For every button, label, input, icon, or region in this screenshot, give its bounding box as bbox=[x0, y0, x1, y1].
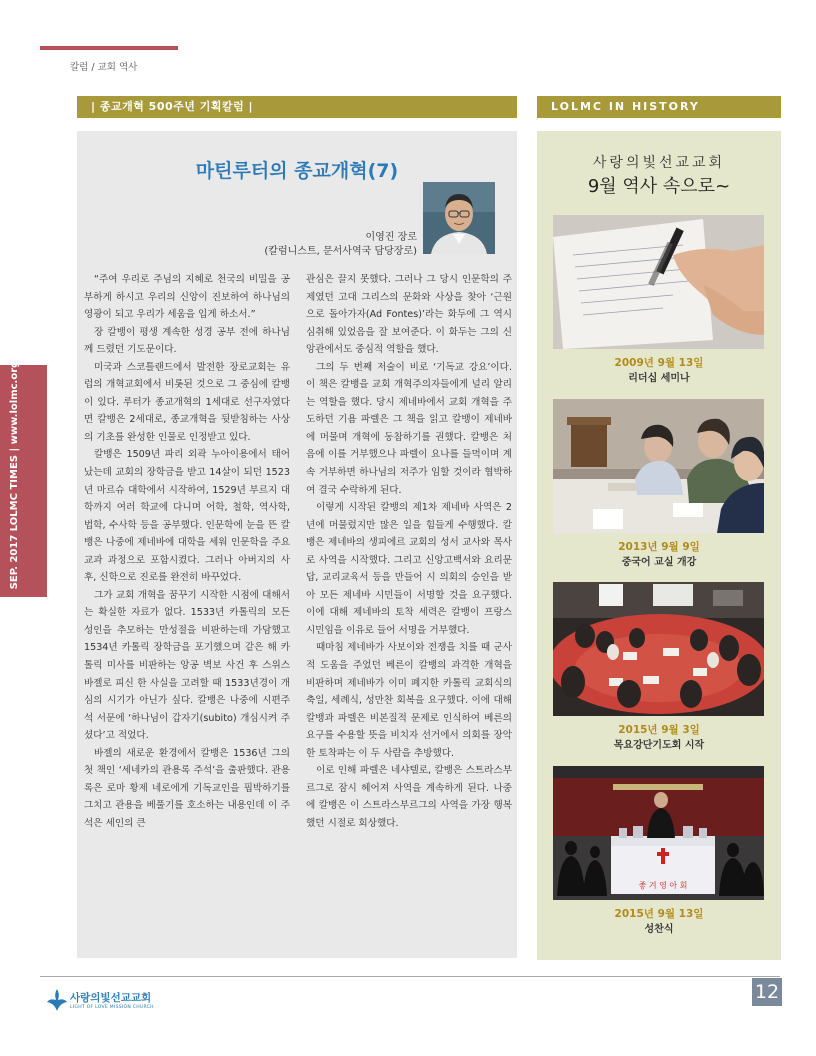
church-logo-icon bbox=[46, 988, 68, 1012]
history-church-name: 사랑의빛선교교회 bbox=[592, 155, 726, 171]
section-label: 칼럼 / 교회 역사 bbox=[70, 62, 138, 73]
history-date: 2013년 9월 9일 bbox=[618, 541, 700, 553]
column-series-banner: | 종교개혁 500주년 기획칼럼 | bbox=[77, 96, 517, 118]
paragraph: “주여 우리로 주님의 지혜로 천국의 비밀을 공부하게 하시고 우리의 신앙이 진보하여 하나님의 영광이 되고 우리가 세움을 입게 하소서.” bbox=[84, 274, 290, 321]
history-photo-communion bbox=[553, 766, 764, 900]
article-title: 마틴루터의 종교개혁(7) bbox=[195, 160, 399, 182]
paragraph: 바젤의 새로운 환경에서 칼뱅은 1536년 그의 첫 책인 ‘세네카의 관용록 주석’을 출판했다. 관용록은 로마 황제 네로에게 기독교인을 핍박하기를 그치고 관용을 베풀기를 호소하는 내용인데 이 주석은 세인의 큰 bbox=[84, 747, 290, 829]
history-banner: LOLMC IN HISTORY bbox=[537, 96, 781, 118]
history-date: 2009년 9월 13일 bbox=[614, 357, 704, 369]
article-column-1 bbox=[84, 271, 290, 833]
paragraph: 이로 인해 파렐은 네샤텔로, 칼뱅은 스트라스부르그로 잠시 헤어져 사역을 계속하게 된다. 나중에 칼뱅은 이 스트라스부르그의 사역을 가장 행복했던 시절로 회상했다. bbox=[306, 765, 512, 829]
author-name: 이영진 장로 bbox=[365, 232, 417, 243]
page-number: 12 bbox=[752, 978, 782, 1006]
communion-table-sign: 좋 겨 영 아 회 bbox=[638, 881, 688, 890]
history-caption: 리더십 세미나 bbox=[628, 373, 690, 384]
history-caption: 성찬식 bbox=[644, 924, 674, 935]
church-logo-subtitle: LIGHT OF LOVE MISSION CHURCH bbox=[70, 1005, 154, 1010]
paragraph: 그가 교회 개혁을 꿈꾸기 시작한 시점에 대해서는 확실한 자료가 없다. 1533년 카톨릭의 모든 성인을 추모하는 만성절을 비판하는데 가담했고 1534년 카톨릭 장학금을 포기했으며 같은 해 카톨릭 미사를 비판하는 앙공 벽보 사건 후 스위스 바젤로 피신 한 사실을 고려할 때 1533년경이 개심의 시기가 아닌가 싶다. 칼뱅은 나중에 시편주석 서문에 ‘하나님이 갑자기(subito) 개심시켜 주셨다’고 적었다. bbox=[84, 589, 290, 742]
history-caption: 목요강단기도회 시작 bbox=[613, 740, 705, 751]
history-date: 2015년 9월 13일 bbox=[614, 908, 704, 920]
paragraph: 그의 두 번째 저술이 비로 ‘기독교 강요’이다. 이 책은 칼뱅을 교회 개혁주의자들에게 널리 알리는 역할을 했다. 당시 제네바에서 교회 개혁을 주도하던 기욤 파렐은 그 책을 읽고 칼뱅이 제네바에 머물며 개혁에 동참하기를 권했다. 칼뱅은 처음에 이를 거부했으나 파렐이 요나를 들먹이며 계속 거부하면 하나님의 저주가 임할 것이라 협박하여 결국 수락하게 된다. bbox=[306, 361, 512, 496]
author-photo bbox=[423, 182, 495, 254]
side-issue-text: SEP. 2017 LOLMC TIMES | www.lolmc.org bbox=[9, 360, 20, 590]
top-accent-rule bbox=[40, 46, 178, 50]
paragraph: 이렇게 시작된 칼뱅의 제1차 제네바 사역은 2년에 머물렀지만 많은 일을 힘들게 수행했다. 칼뱅은 제네바의 생피에르 교회의 성서 교사와 목사로 사역을 시작했다. 그리고 신앙고백서와 요리문답, 교리교육서 등을 만들어 시 의회의 승인을 받아 모든 제네바 시민들이 서명할 것을 요구했다. 이에 대해 제네바의 토착 세력은 칼뱅이 프랑스 시민임을 이유로 들어 서명을 거부했다. bbox=[306, 502, 512, 636]
history-photo-chinese-class bbox=[553, 399, 764, 533]
paragraph: 관심은 끌지 못했다. 그러나 그 당시 인문학의 주제였던 고대 그리스의 문화와 사상을 찾아 ‘근원으로 돌아가자(Ad Fontes)’라는 화두에 그 역시 심취해 있었음을 잘 보여준다. 이 화두는 그의 신앙관에서도 중심적 역할을 했다. bbox=[306, 274, 512, 356]
footer-rule bbox=[40, 976, 780, 977]
history-date: 2015년 9월 3일 bbox=[618, 724, 700, 736]
paragraph: 때마침 제네바가 사보이와 전쟁을 치를 때 군사적 도움을 주었던 베른이 칼뱅의 과격한 개혁을 비판하며 제네바가 이미 폐지한 카톨릭 교회식의 축일, 세례식, 성만찬 회복을 요구했다. 이에 대해 칼뱅과 파렐은 비본질적 문제로 인식하여 베른의 요구를 수용할 뜻을 비치자 선거에서 의회를 장악한 토착파는 이 두 사람을 추방했다. bbox=[306, 642, 512, 759]
author-role: (칼럼니스트, 문서사역국 담당장로) bbox=[264, 246, 417, 257]
paragraph: 미국과 스코틀랜드에서 발전한 장로교회는 유럽의 개혁교회에서 비롯된 것으로 그 중심에 칼뱅이 있다. 루터가 종교개혁의 1세대로 선구자였다면 칼뱅은 2세대로, 종교개혁을 뒷받침하는 사상의 기초를 완성한 인물로 인정받고 있다. bbox=[84, 361, 290, 443]
article-column-2 bbox=[306, 271, 512, 833]
history-caption: 중국어 교실 개강 bbox=[621, 557, 697, 568]
history-heading: 9월 역사 속으로~ bbox=[587, 176, 731, 197]
paragraph: 장 칼뱅이 평생 계속한 성경 공부 전에 하나님께 드렸던 기도문이다. bbox=[84, 326, 290, 356]
history-photo-leadership-seminar bbox=[553, 215, 764, 349]
history-photo-thursday-prayer bbox=[553, 582, 764, 716]
church-logo-name: 사랑의빛선교교회 bbox=[70, 992, 152, 1004]
paragraph: 칼뱅은 1509년 파리 외곽 누아이용에서 태어났는데 교회의 장학금을 받고 14살이 되던 1523년 마르슈 대학에서 시작하여, 1529년 부르지 대학까지 여러 학교에 다니며 어학, 철학, 역사학, 법학, 수사학 등을 공부했다. 인문학에 눈을 뜬 칼뱅은 나중에 제네바에 대학을 세워 인문학을 주요 교과 과정으로 포함시켰다. 그러나 아버지의 사후, 신학으로 진로를 완전히 바꾸었다. bbox=[84, 449, 290, 584]
